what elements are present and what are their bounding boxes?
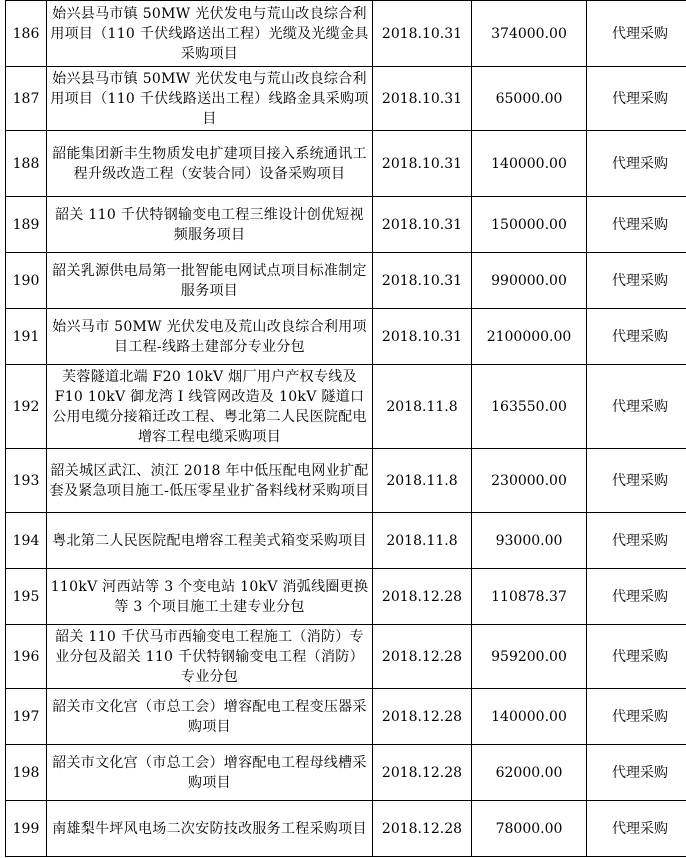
date-cell: 2018.10.31: [373, 253, 472, 309]
method-cell: 代理采购: [587, 67, 686, 131]
table-row: [6, 569, 686, 625]
project-name: 韶关市文化宫（市总工会）增容配电工程变压器采购项目: [47, 689, 373, 745]
amount-cell: 93000.00: [472, 513, 587, 569]
method-cell: 代理采购: [587, 449, 686, 513]
table-row: [6, 131, 686, 197]
table-row: [6, 625, 686, 689]
table-row: [6, 197, 686, 253]
method-cell: 代理采购: [587, 513, 686, 569]
row-number: 195: [6, 569, 47, 625]
date-cell: 2018.12.28: [373, 745, 472, 801]
method-cell: 代理采购: [587, 625, 686, 689]
amount-cell: 65000.00: [472, 67, 587, 131]
row-number: 198: [6, 745, 47, 801]
date-cell: 2018.10.31: [373, 67, 472, 131]
amount-cell: 62000.00: [472, 745, 587, 801]
date-cell: 2018.10.31: [373, 197, 472, 253]
row-number: 192: [6, 365, 47, 449]
date-cell: 2018.10.31: [373, 1, 472, 67]
amount-cell: 230000.00: [472, 449, 587, 513]
project-name: 韶能集团新丰生物质发电扩建项目接入系统通讯工程升级改造工程（安装合同）设备采购项目: [47, 131, 373, 197]
amount-cell: 2100000.00: [472, 309, 587, 365]
method-cell: 代理采购: [587, 365, 686, 449]
row-number: 191: [6, 309, 47, 365]
date-cell: 2018.12.28: [373, 689, 472, 745]
table-row: [6, 253, 686, 309]
table-row: [6, 1, 686, 67]
project-name: 韶关市文化宫（市总工会）增容配电工程母线槽采购项目: [47, 745, 373, 801]
amount-cell: 959200.00: [472, 625, 587, 689]
table-row: [6, 801, 686, 857]
row-number: 187: [6, 67, 47, 131]
amount-cell: 78000.00: [472, 801, 587, 857]
row-number: 189: [6, 197, 47, 253]
table-row: [6, 513, 686, 569]
table-row: [6, 689, 686, 745]
row-number: 190: [6, 253, 47, 309]
table-row: [6, 745, 686, 801]
method-cell: 代理采购: [587, 801, 686, 857]
project-name: 韶关城区武江、浈江 2018 年中低压配电网业扩配套及紧急项目施工-低压零星业扩备料线材采购项目: [47, 449, 373, 513]
table-row: [6, 449, 686, 513]
method-cell: 代理采购: [587, 689, 686, 745]
method-cell: 代理采购: [587, 309, 686, 365]
procurement-table: [5, 0, 686, 857]
row-number: 193: [6, 449, 47, 513]
date-cell: 2018.11.8: [373, 449, 472, 513]
amount-cell: 990000.00: [472, 253, 587, 309]
amount-cell: 150000.00: [472, 197, 587, 253]
project-name: 韶关 110 千伏马市西输变电工程施工（消防）专业分包及韶关 110 千伏特钢输变电工程（消防）专业分包: [47, 625, 373, 689]
amount-cell: 140000.00: [472, 689, 587, 745]
row-number: 196: [6, 625, 47, 689]
row-number: 188: [6, 131, 47, 197]
row-number: 197: [6, 689, 47, 745]
date-cell: 2018.12.28: [373, 625, 472, 689]
date-cell: 2018.11.8: [373, 365, 472, 449]
amount-cell: 140000.00: [472, 131, 587, 197]
project-name: 南雄梨牛坪风电场二次安防技改服务工程采购项目: [47, 801, 373, 857]
project-name: 粤北第二人民医院配电增容工程美式箱变采购项目: [47, 513, 373, 569]
method-cell: 代理采购: [587, 1, 686, 67]
method-cell: 代理采购: [587, 569, 686, 625]
row-number: 194: [6, 513, 47, 569]
date-cell: 2018.11.8: [373, 513, 472, 569]
date-cell: 2018.10.31: [373, 309, 472, 365]
date-cell: 2018.12.28: [373, 801, 472, 857]
project-name: 始兴县马市镇 50MW 光伏发电与荒山改良综合利用项目（110 千伏线路送出工程）线路金具采购项目: [47, 67, 373, 131]
method-cell: 代理采购: [587, 131, 686, 197]
method-cell: 代理采购: [587, 253, 686, 309]
amount-cell: 374000.00: [472, 1, 587, 67]
project-name: 始兴县马市镇 50MW 光伏发电与荒山改良综合利用项目（110 千伏线路送出工程）光缆及光缆金具采购项目: [47, 1, 373, 67]
amount-cell: 163550.00: [472, 365, 587, 449]
method-cell: 代理采购: [587, 745, 686, 801]
row-number: 186: [6, 1, 47, 67]
project-name: 芙蓉隧道北端 F20 10kV 烟厂用户产权专线及 F10 10kV 御龙湾 I 线管网改造及 10kV 隧道口公用电缆分接箱迁改工程、粤北第二人民医院配电增容工程电缆采购项目: [47, 365, 373, 449]
amount-cell: 110878.37: [472, 569, 587, 625]
project-name: 110kV 河西站等 3 个变电站 10kV 消弧线圈更换等 3 个项目施工土建专业分包: [47, 569, 373, 625]
table-row: [6, 67, 686, 131]
date-cell: 2018.12.28: [373, 569, 472, 625]
table-row: [6, 309, 686, 365]
project-name: 始兴马市 50MW 光伏发电及荒山改良综合利用项目工程-线路土建部分专业分包: [47, 309, 373, 365]
project-name: 韶关乳源供电局第一批智能电网试点项目标准制定服务项目: [47, 253, 373, 309]
table-row: [6, 365, 686, 449]
row-number: 199: [6, 801, 47, 857]
date-cell: 2018.10.31: [373, 131, 472, 197]
project-name: 韶关 110 千伏特钢输变电工程三维设计创优短视频服务项目: [47, 197, 373, 253]
method-cell: 代理采购: [587, 197, 686, 253]
